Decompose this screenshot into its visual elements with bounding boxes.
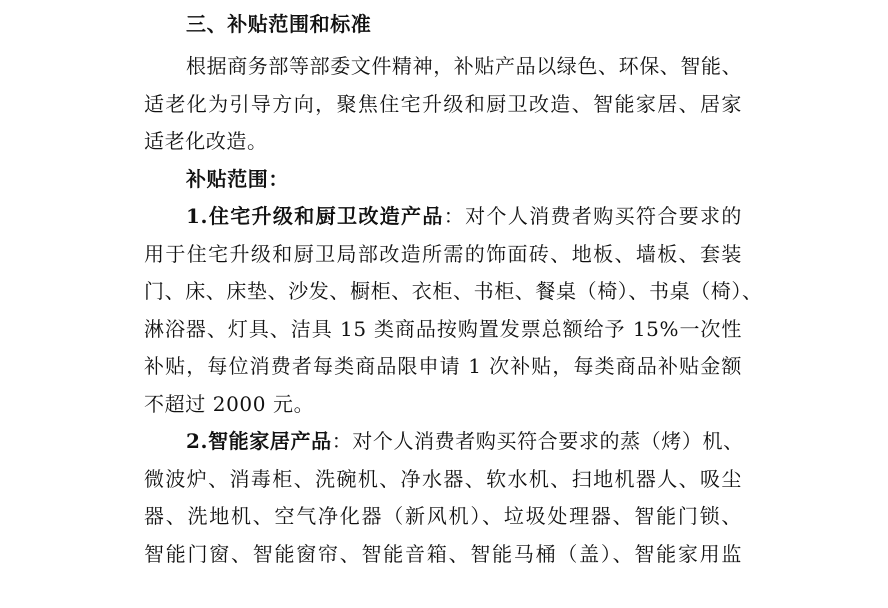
item1-paragraph-line: 用于住宅升级和厨卫局部改造所需的饰面砖、地板、墙板、套装 <box>144 242 742 266</box>
item1-first-line <box>186 201 742 231</box>
item1-title: 1.住宅升级和厨卫改造产品 <box>186 204 444 228</box>
item2-title: 2.智能家居产品 <box>186 429 332 453</box>
intro-paragraph-line: 根据商务部等部委文件精神，补贴产品以绿色、环保、智能、 <box>186 54 743 78</box>
item2-paragraph-line: 微波炉、消毒柜、洗碗机、净水器、软水机、扫地机器人、吸尘 <box>144 467 742 491</box>
scope-label: 补贴范围： <box>186 167 289 191</box>
item2-paragraph-line: 智能门窗、智能窗帘、智能音箱、智能马桶（盖）、智能家用监 <box>144 542 742 566</box>
item2-first-line <box>186 426 742 456</box>
intro-paragraph-line: 适老化改造。 <box>144 129 268 153</box>
item1-paragraph-line: 不超过 2000 元。 <box>144 392 315 416</box>
item1-first-line-text: ：对个人消费者购买符合要求的 <box>443 204 742 228</box>
item1-paragraph-line: 补贴，每位消费者每类商品限申请 1 次补贴，每类商品补贴金额 <box>144 354 742 378</box>
item2-paragraph-line: 器、洗地机、空气净化器（新风机）、垃圾处理器、智能门锁、 <box>144 504 742 528</box>
item1-paragraph-line: 淋浴器、灯具、洁具 15 类商品按购置发票总额给予 15%一次性 <box>144 317 742 341</box>
section-heading: 三、补贴范围和标准 <box>186 12 372 36</box>
intro-paragraph-line: 适老化为引导方向，聚焦住宅升级和厨卫改造、智能家居、居家 <box>144 92 742 116</box>
item2-first-line-text: ：对个人消费者购买符合要求的蒸（烤）机、 <box>331 429 744 453</box>
item1-paragraph-line: 门、床、床垫、沙发、橱柜、衣柜、书柜、餐桌（椅）、书桌（椅）、 <box>144 279 763 303</box>
